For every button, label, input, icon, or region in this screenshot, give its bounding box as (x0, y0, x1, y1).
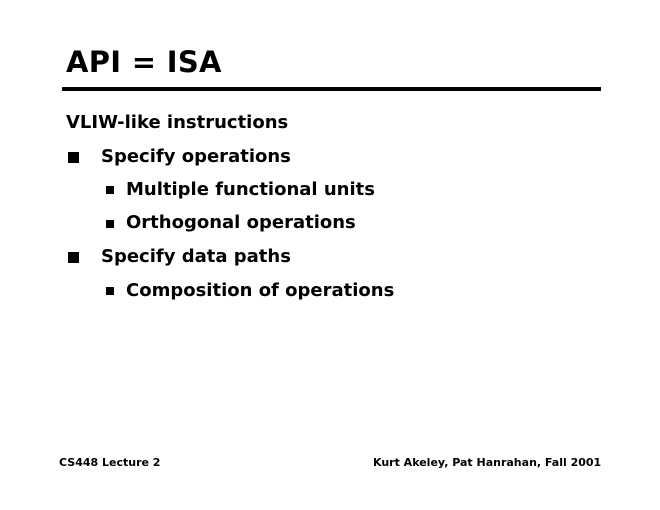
sub-bullet-square-icon (106, 220, 114, 228)
sub-bullet-square-icon (106, 287, 114, 295)
title-divider (62, 87, 601, 91)
intro-line: VLIW-like instructions (66, 112, 289, 133)
sub-bullet-item: Orthogonal operations (126, 212, 356, 233)
bullet-item: Specify data paths (101, 246, 291, 267)
footer-course: CS448 Lecture 2 (59, 456, 161, 469)
slide-title: API = ISA (66, 45, 222, 79)
bullet-square-icon (68, 152, 79, 163)
bullet-item: Specify operations (101, 146, 291, 167)
bullet-square-icon (68, 252, 79, 263)
sub-bullet-item: Composition of operations (126, 280, 395, 301)
sub-bullet-item: Multiple functional units (126, 179, 375, 200)
footer-authors: Kurt Akeley, Pat Hanrahan, Fall 2001 (373, 456, 602, 469)
sub-bullet-square-icon (106, 186, 114, 194)
